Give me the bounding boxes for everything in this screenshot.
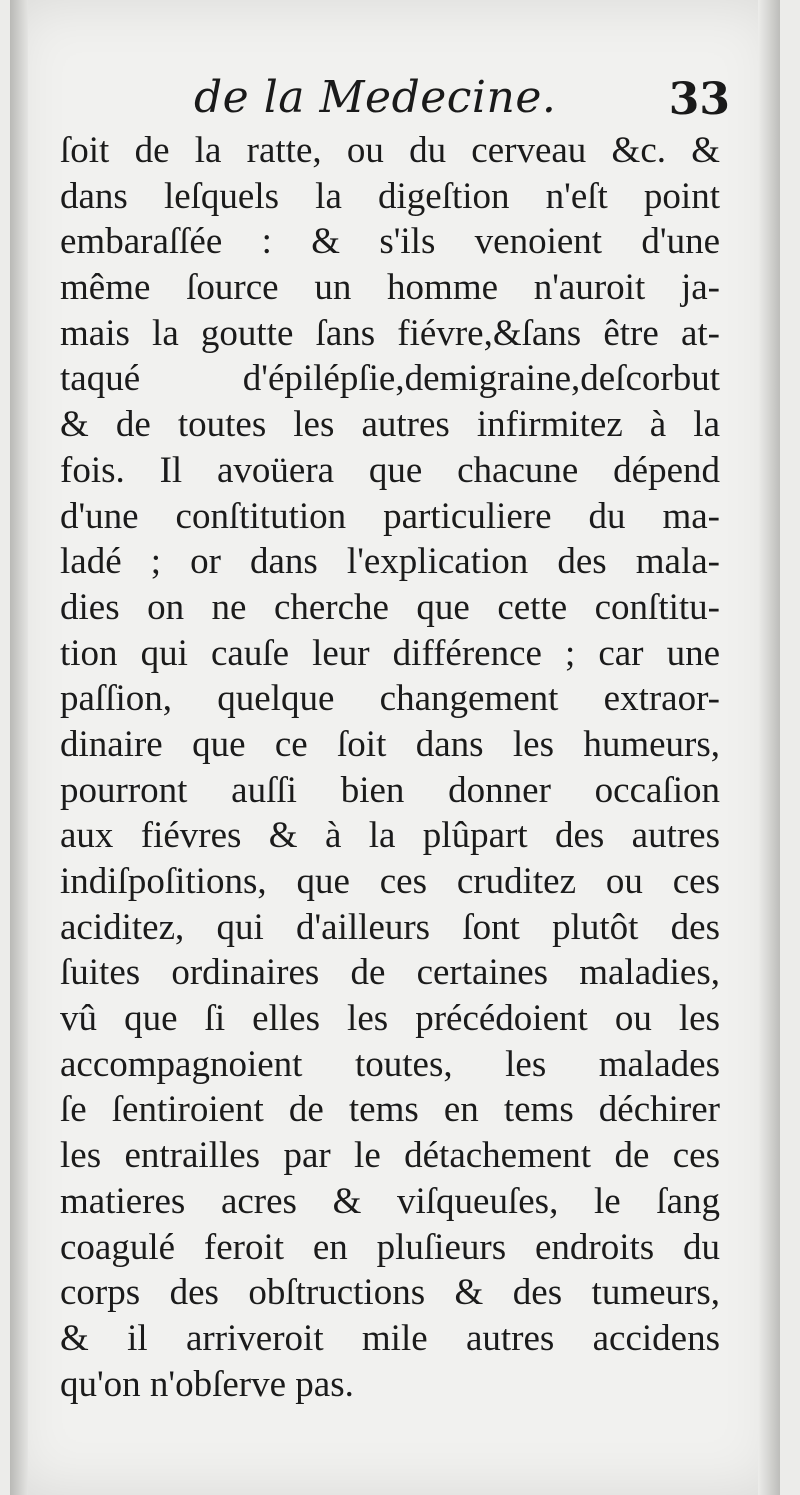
text-line: taqué d'épilépſie,demigraine,deſcorbut xyxy=(60,358,720,400)
page-gutter-shadow xyxy=(10,0,28,1495)
text-line: même ſource un homme n'auroit ja- xyxy=(60,267,720,309)
text-line: & il arriveroit mile autres accidens xyxy=(60,1317,720,1359)
text-line: dinaire que ce ſoit dans les humeurs, xyxy=(60,723,720,765)
text-line: indiſpoſitions, que ces cruditez ou ces xyxy=(60,861,720,902)
text-line: ſoit de la ratte, ou du cerveau &c. & xyxy=(60,130,720,171)
text-line: vû que ſi elles les précédoient ou les xyxy=(60,998,720,1040)
text-line: & de toutes les autres infirmitez à la xyxy=(60,404,720,446)
text-line: dans leſquels la digeſtion n'eſt point xyxy=(60,175,720,217)
text-line: fois. Il avoüera que chacune dépend xyxy=(60,449,720,491)
text-line: dies on ne cherche que cette conſtitu- xyxy=(60,586,720,628)
text-line: ladé ; or dans l'explication des mala- xyxy=(60,541,720,583)
text-line: d'une conſtitution particuliere du ma- xyxy=(60,495,720,537)
text-line: aux fiévres & à la plûpart des autres xyxy=(60,815,720,857)
page-edge-shadow xyxy=(758,0,780,1495)
text-line: aciditez, qui d'ailleurs ſont plutôt des xyxy=(60,906,720,948)
text-line: ſuites ordinaires de certaines maladies, xyxy=(60,952,720,994)
text-line: les entrailles par le détachement de ces xyxy=(60,1135,720,1177)
page-paper xyxy=(10,0,780,1495)
text-line: coagulé feroit en pluſieurs endroits du xyxy=(60,1226,720,1268)
text-line: matieres acres & viſqueuſes, le ſang xyxy=(60,1180,720,1222)
running-title: de la Medecine. xyxy=(194,72,557,123)
text-line: paſſion, quelque changement extraor- xyxy=(60,678,720,720)
text-line: embaraſſée : & s'ils venoient d'une xyxy=(60,221,720,263)
text-line: tion qui cauſe leur différence ; car une xyxy=(60,632,720,674)
text-line: mais la goutte ſans fiévre,&ſans être at- xyxy=(60,312,720,354)
page-number: 33 xyxy=(668,74,730,125)
text-line: accompagnoient toutes, les malades xyxy=(60,1043,720,1085)
text-line-final: qu'on n'obſerve pas. xyxy=(60,1363,354,1405)
body-text xyxy=(60,128,720,1407)
text-line: corps des obſtructions & des tumeurs, xyxy=(60,1272,720,1314)
text-line: ſe ſentiroient de tems en tems déchirer xyxy=(60,1089,720,1131)
text-line: pourront auſſi bien donner occaſion xyxy=(60,769,720,811)
